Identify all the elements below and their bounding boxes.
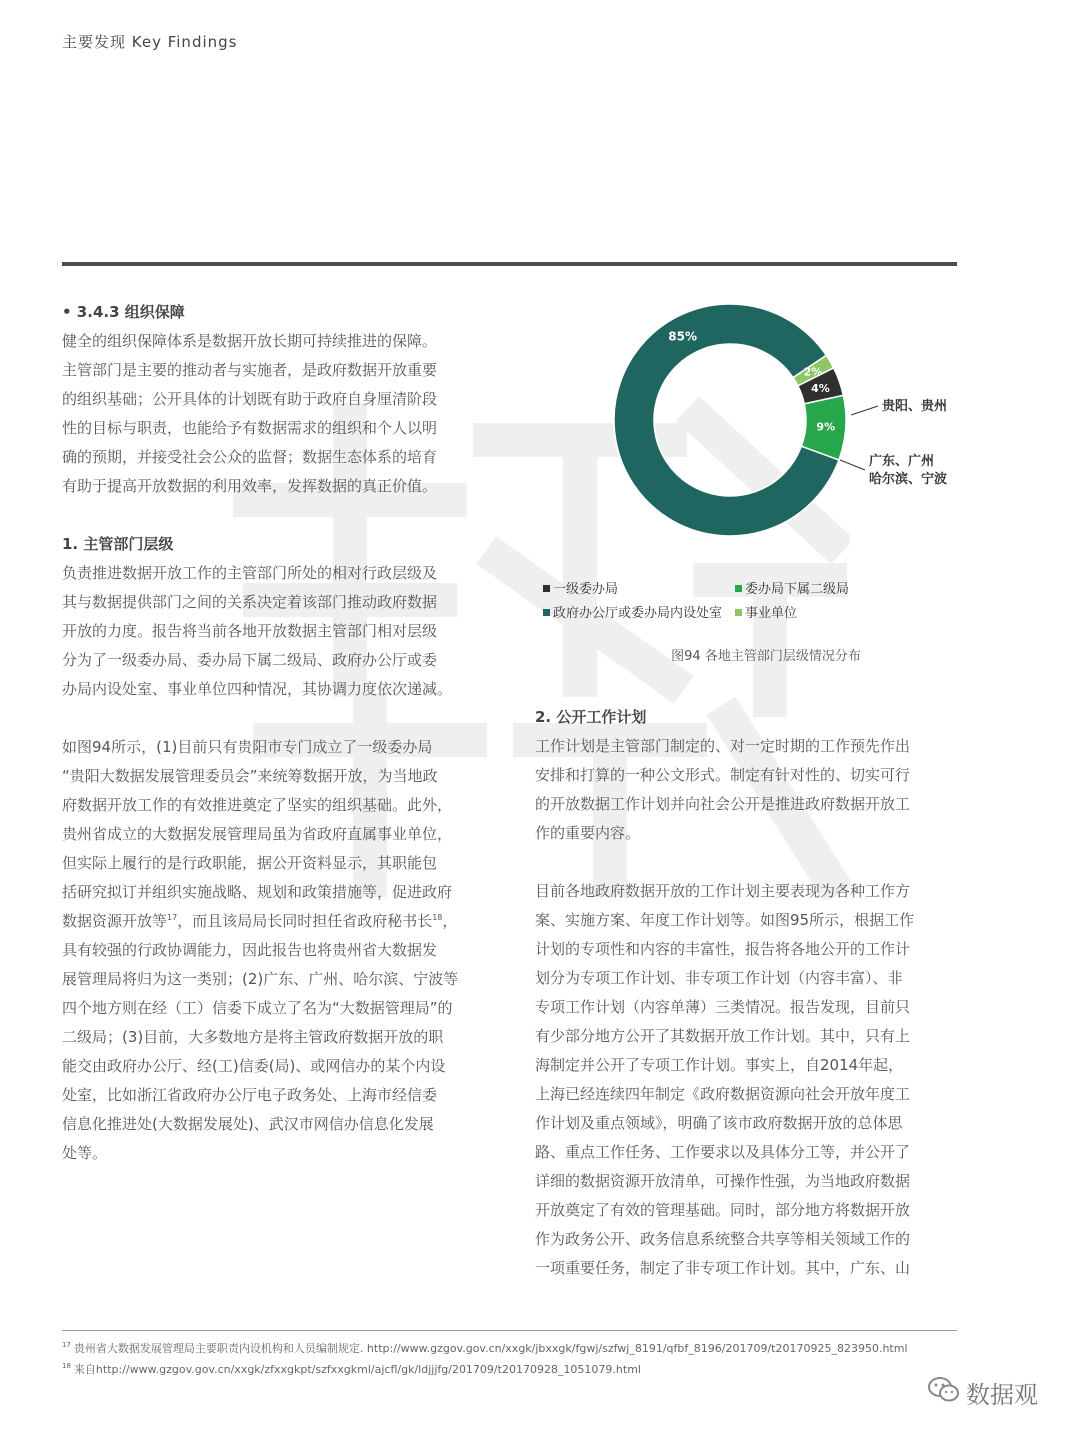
legend-item-level1 <box>543 578 618 597</box>
text-line: 分为了一级委办局、委办局下属二级局、政府办公厅或委 <box>62 651 438 669</box>
text-line: 作计划及重点领域》，明确了该市政府数据开放的总体思 <box>535 1114 903 1132</box>
annotation-guangdong-line2: 哈尔滨、宁波 <box>869 472 948 487</box>
text-line: 有少部分地方公开了其数据开放工作计划。其中，只有上 <box>535 1027 911 1045</box>
subsection-title-2: 2. 公开工作计划 <box>535 708 647 726</box>
text-line: 但实际上履行的是行政职能，据公开资料显示，其职能包 <box>62 854 438 872</box>
legend-swatch <box>735 585 742 592</box>
text-line: 开放的力度。报告将当前各地开放数据主管部门相对层级 <box>62 622 438 640</box>
text-line: 工作计划是主管部门制定的、对一定时期的工作预先作出 <box>535 737 911 755</box>
text-line: 四个地方则在经（工）信委下成立了名为“大数据管理局”的 <box>62 999 453 1017</box>
donut-label-0: 85% <box>668 329 698 344</box>
text-line: 信息化推进处(大数据发展处)、武汉市网信办信息化发展 <box>62 1115 434 1133</box>
footnote-ref-18[interactable]: 18 <box>432 913 443 922</box>
footnote-rule <box>62 1330 957 1331</box>
legend-label: 委办局下属二级局 <box>745 582 850 597</box>
text-line: 府数据开放工作的有效推进奠定了坚实的组织基础。此外， <box>62 796 453 814</box>
text-line: 开放奠定了有效的管理基础。同时，部分地方将数据开放 <box>535 1201 911 1219</box>
work-plan-detail-paragraph <box>535 877 960 1283</box>
spacer <box>62 704 487 733</box>
text-line: 一项重要任务，制定了非专项工作计划。其中，广东、山 <box>535 1259 911 1277</box>
footnote-text[interactable]: 贵州省大数据发展管理局主要职责内设机构和人员编制规定. http://www.gzgov.gov.cn/xxgk/jbxxgk/fgwj/szfwj_8191/qfbf_8196/201709/t20170925_823950.html <box>73 1342 908 1355</box>
right-column <box>535 703 960 1283</box>
footnote-text[interactable]: 来自http://www.gzgov.gov.cn/xxgk/zfxxgkpt/szfxxgkml/ajcfl/gk/ldjjjfg/201709/t20170928_1051079.html <box>73 1363 641 1376</box>
text-line: 的开放数据工作计划并向社会公开是推进政府数据开放工 <box>535 795 911 813</box>
text-line: 处等。 <box>62 1144 108 1162</box>
text-line: 如图94所示，(1)目前只有贵阳市专门成立了一级委办局 <box>62 738 433 756</box>
text-line: 展管理局将归为这一类别；(2)广东、广州、哈尔滨、宁波等 <box>62 970 459 988</box>
footnote-18 <box>62 1361 641 1377</box>
text-line: 主管部门是主要的推动者与实施者，是政府数据开放重要 <box>62 361 438 379</box>
text-line: 专项工作计划（内容单薄）三类情况。报告发现，目前只 <box>535 998 911 1016</box>
legend-label: 政府办公厅或委办局内设处室 <box>553 606 723 621</box>
footnote-number: 18 <box>62 1362 71 1371</box>
text-line: 具有较强的行政协调能力，因此报告也将贵州省大数据发 <box>62 941 438 959</box>
text-line: 确的预期，并接受社会公众的监督；数据生态体系的培育 <box>62 448 438 466</box>
work-plan-paragraph <box>535 732 960 848</box>
text-line: 案、实施方案、年度工作计划等。如图95所示，根据工作 <box>535 911 915 929</box>
intro-paragraph <box>62 327 487 501</box>
left-column <box>62 298 487 1168</box>
text-line-with-footnote-refs <box>62 907 487 936</box>
text-line: 作为政务公开、政务信息系统整合共享等相关领域工作的 <box>535 1230 911 1248</box>
footnote-ref-17[interactable]: 17 <box>167 913 178 922</box>
legend-label: 事业单位 <box>745 606 798 621</box>
text-line: 的组织基础；公开具体的计划既有助于政府自身厘清阶段 <box>62 390 438 408</box>
figure-caption: 图94 各地主管部门层级情况分布 <box>671 649 861 664</box>
text-line: 负责推进数据开放工作的主管部门所处的相对行政层级及 <box>62 564 438 582</box>
figure-94 <box>540 300 960 680</box>
text-segment: ，而且该局局长同时担任省政府秘书长 <box>177 912 433 930</box>
text-line: 作的重要内容。 <box>535 824 641 842</box>
leader-lines <box>540 300 960 560</box>
legend-item-level2 <box>735 578 849 597</box>
leader-line-guangdong <box>840 460 865 470</box>
text-line: 有助于提高开放数据的利用效率，发挥数据的真正价值。 <box>62 477 438 495</box>
leader-line-guiyang <box>851 406 878 415</box>
legend-swatch <box>735 609 742 616</box>
text-segment: 数据资源开放等 <box>62 912 168 930</box>
text-line: 海制定并公开了专项工作计划。事实上，自2014年起， <box>535 1056 904 1074</box>
footnote-17 <box>62 1340 908 1356</box>
legend-label: 一级委办局 <box>553 582 619 597</box>
text-line: 性的目标与职责，也能给予有数据需求的组织和个人以明 <box>62 419 438 437</box>
running-header: 主要发现 Key Findings <box>62 33 238 51</box>
text-line: 上海已经连续四年制定《政府数据资源向社会开放年度工 <box>535 1085 911 1103</box>
spacer <box>62 501 487 530</box>
donut-label-3: 9% <box>816 420 836 434</box>
donut-label-1: 2% <box>803 365 823 379</box>
wechat-icon <box>928 1376 960 1404</box>
text-line: 目前各地政府数据开放的工作计划主要表现为各种工作方 <box>535 882 911 900</box>
text-line: 二级局；(3)目前，大多数地方是将主管政府数据开放的职 <box>62 1028 444 1046</box>
header-rule <box>62 262 957 266</box>
text-line: 详细的数据资源开放清单，可操作性强，为当地政府数据 <box>535 1172 911 1190</box>
legend-swatch <box>543 609 550 616</box>
annotation-guiyang: 贵阳、贵州 <box>882 399 948 414</box>
section-title: • 3.4.3 组织保障 <box>62 303 185 321</box>
brand-name: 数据观 <box>966 1381 1038 1409</box>
text-line: 其与数据提供部门之间的关系决定着该部门推动政府数据 <box>62 593 438 611</box>
text-line: 路、重点工作任务、工作要求以及具体分工等，并公开了 <box>535 1143 911 1161</box>
donut-label-2: 4% <box>811 381 830 395</box>
text-line: 括研究拟订并组织实施战略、规划和政策措施等，促进政府 <box>62 883 453 901</box>
text-segment: ， <box>442 912 458 930</box>
text-line: 计划的专项性和内容的丰富性，报告将各地公开的工作计 <box>535 940 911 958</box>
spacer <box>535 848 960 877</box>
text-line: 处室，比如浙江省政府办公厅电子政务处、上海市经信委 <box>62 1086 438 1104</box>
text-line: 贵州省成立的大数据发展管理局虽为省政府直属事业单位， <box>62 825 453 843</box>
figure94-paragraph <box>62 733 487 1168</box>
legend-item-office <box>543 602 722 621</box>
text-line: 划分为专项工作计划、非专项工作计划（内容丰富）、非 <box>535 969 903 987</box>
text-line: 办局内设处室、事业单位四种情况，其协调力度依次递减。 <box>62 680 453 698</box>
footnote-number: 17 <box>62 1341 71 1350</box>
legend-swatch <box>543 585 550 592</box>
subsection-title-1: 1. 主管部门层级 <box>62 535 174 553</box>
legend-item-institution <box>735 602 797 621</box>
annotation-guangdong-line1: 广东、广州 <box>869 454 935 469</box>
text-line: 健全的组织保障体系是数据开放长期可持续推进的保障。 <box>62 332 438 350</box>
text-line: 能交由政府办公厅、经(工)信委(局)、或网信办的某个内设 <box>62 1057 446 1075</box>
text-line: “贵阳大数据发展管理委员会”来统筹数据开放，为当地政 <box>62 767 438 785</box>
department-level-paragraph <box>62 559 487 704</box>
text-line: 安排和打算的一种公文形式。制定有针对性的、切实可行 <box>535 766 911 784</box>
